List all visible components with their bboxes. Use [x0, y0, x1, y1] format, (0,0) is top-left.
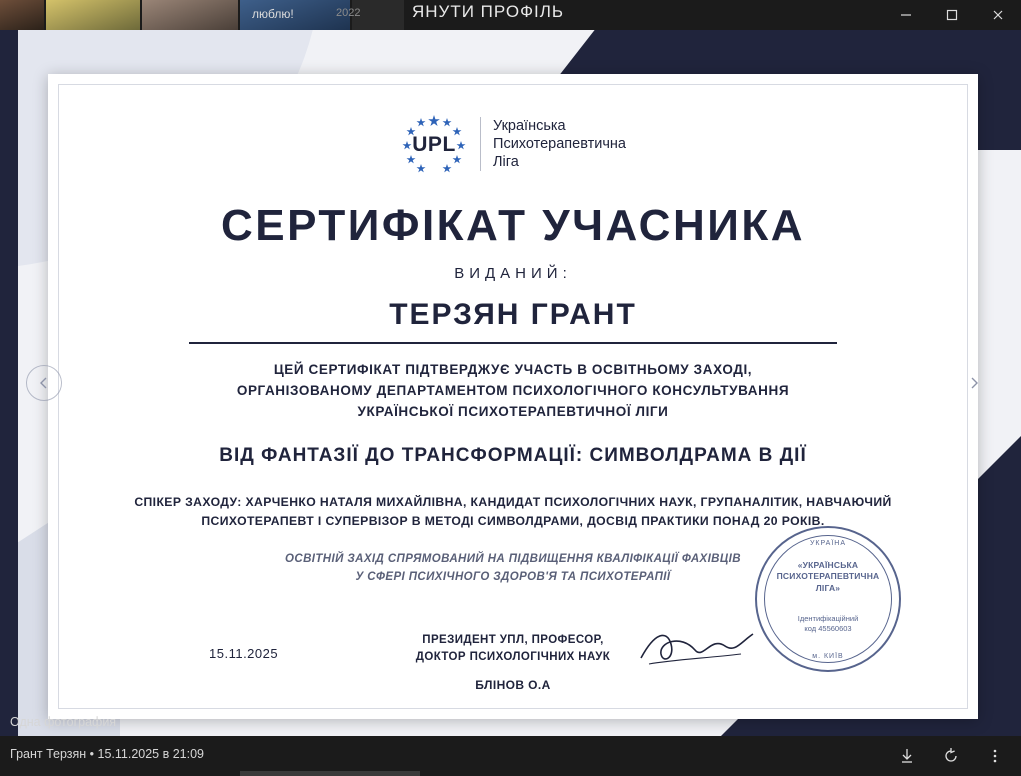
speaker-line: СПІКЕР ЗАХОДУ: ХАРЧЕНКО НАТАЛЯ МИХАЙЛІВНА, КАНДИДАТ ПСИХОЛОГІЧНИХ НАУК, ГРУПАНАЛІТИК, НАВЧАЮЧИЙ — [134, 494, 892, 509]
body-line: ОРГАНІЗОВАНОМУ ДЕПАРТАМЕНТОМ ПСИХОЛОГІЧНОГО КОНСУЛЬТУВАННЯ — [236, 382, 790, 398]
window-title-bar — [0, 0, 1021, 30]
stamp-code-line: Ідентифікаційний — [797, 614, 859, 623]
photo-count-label: Одна фотография — [10, 715, 117, 729]
background-thumbnail — [46, 0, 140, 30]
official-stamp — [755, 526, 901, 672]
viewer-actions — [887, 736, 1015, 776]
upl-logo — [59, 113, 967, 175]
rotate-icon[interactable] — [931, 736, 971, 776]
background-thumbnail — [0, 0, 44, 30]
download-icon[interactable] — [887, 736, 927, 776]
viewer-bottom-bar — [0, 715, 1021, 776]
close-icon[interactable] — [975, 0, 1021, 30]
next-photo-button[interactable] — [957, 366, 991, 400]
more-options-icon[interactable] — [975, 736, 1015, 776]
background-thumbnail — [142, 0, 238, 30]
recipient-name: ТЕРЗЯН ГРАНТ — [389, 298, 637, 331]
background-page-title: ЯНУТИ ПРОФІЛЬ — [412, 2, 565, 21]
background-label-like: люблю! — [252, 7, 294, 21]
window-controls — [883, 0, 1021, 30]
signer-block — [416, 632, 610, 694]
background-label-year: 2022 — [336, 7, 361, 19]
upl-org-line: Ліга — [493, 154, 519, 171]
certificate-date: 15.11.2025 — [209, 646, 279, 661]
photo-caption: Грант Терзян • 15.11.2025 в 21:09 — [10, 747, 204, 761]
signature-mark — [637, 624, 757, 670]
stamp-text — [757, 560, 899, 594]
stamp-line: ЛІГА» — [815, 582, 841, 593]
certificate-image — [48, 74, 978, 719]
upl-org-name — [480, 117, 626, 171]
certificate-title: СЕРТИФІКАТ УЧАСНИКА — [221, 201, 805, 250]
image-stage — [0, 30, 1021, 736]
stamp-line: ПСИХОТЕРАПЕВТИЧНА — [776, 571, 880, 582]
body-line: ЦЕЙ СЕРТИФІКАТ ПІДТВЕРДЖУЄ УЧАСТЬ В ОСВІТНЬОМУ ЗАХОДІ, — [273, 362, 753, 377]
speaker-info — [98, 493, 928, 532]
certificate-body — [59, 360, 967, 423]
divider — [189, 342, 837, 344]
maximize-icon[interactable] — [929, 0, 975, 30]
signer-line: ПРЕЗИДЕНТ УПЛ, ПРОФЕСОР, — [422, 634, 604, 646]
speaker-line: ПСИХОТЕРАПЕВТ І СУПЕРВІЗОР В МЕТОДІ СИМВОЛДРАМИ, ДОСВІД ПРАКТИКИ ПОНАД 20 РОКІВ. — [201, 514, 825, 529]
issued-label: ВИДАНИЙ: — [454, 265, 572, 282]
stamp-line: «УКРАЇНСЬКА — [797, 560, 859, 570]
stamp-code — [757, 614, 899, 634]
stamp-arc-top: УКРАЇНА — [809, 540, 847, 547]
signer-name: БЛІНОВ О.А — [475, 677, 551, 692]
signer-line: ДОКТОР ПСИХОЛОГІЧНИХ НАУК — [415, 651, 611, 664]
upl-org-line: Українська — [493, 117, 566, 134]
upl-monogram: UPL — [412, 133, 456, 156]
stamp-code-line: код 45560603 — [804, 623, 852, 633]
horizontal-scrollbar[interactable] — [240, 771, 420, 776]
body-line: УКРАЇНСЬКОЇ ПСИХОТЕРАПЕВТИЧНОЇ ЛІГИ — [357, 403, 669, 419]
upl-emblem-icon — [400, 113, 468, 175]
purpose-line: У СФЕРІ ПСИХІЧНОГО ЗДОРОВ'Я ТА ПСИХОТЕРАПІЇ — [355, 571, 671, 584]
stamp-arc-bottom: м. КИЇВ — [812, 653, 844, 660]
upl-org-line: Психотерапевтична — [493, 135, 626, 152]
decor-shape — [0, 30, 18, 736]
minimize-icon[interactable] — [883, 0, 929, 30]
purpose-line: ОСВІТНІЙ ЗАХІД СПРЯМОВАНИЙ НА ПІДВИЩЕННЯ КВАЛІФІКАЦІЇ ФАХІВЦІВ — [285, 552, 741, 565]
previous-photo-button[interactable] — [26, 365, 62, 401]
event-title: ВІД ФАНТАЗІЇ ДО ТРАНСФОРМАЦІЇ: СИМВОЛДРАМА В ДІЇ — [219, 444, 807, 466]
